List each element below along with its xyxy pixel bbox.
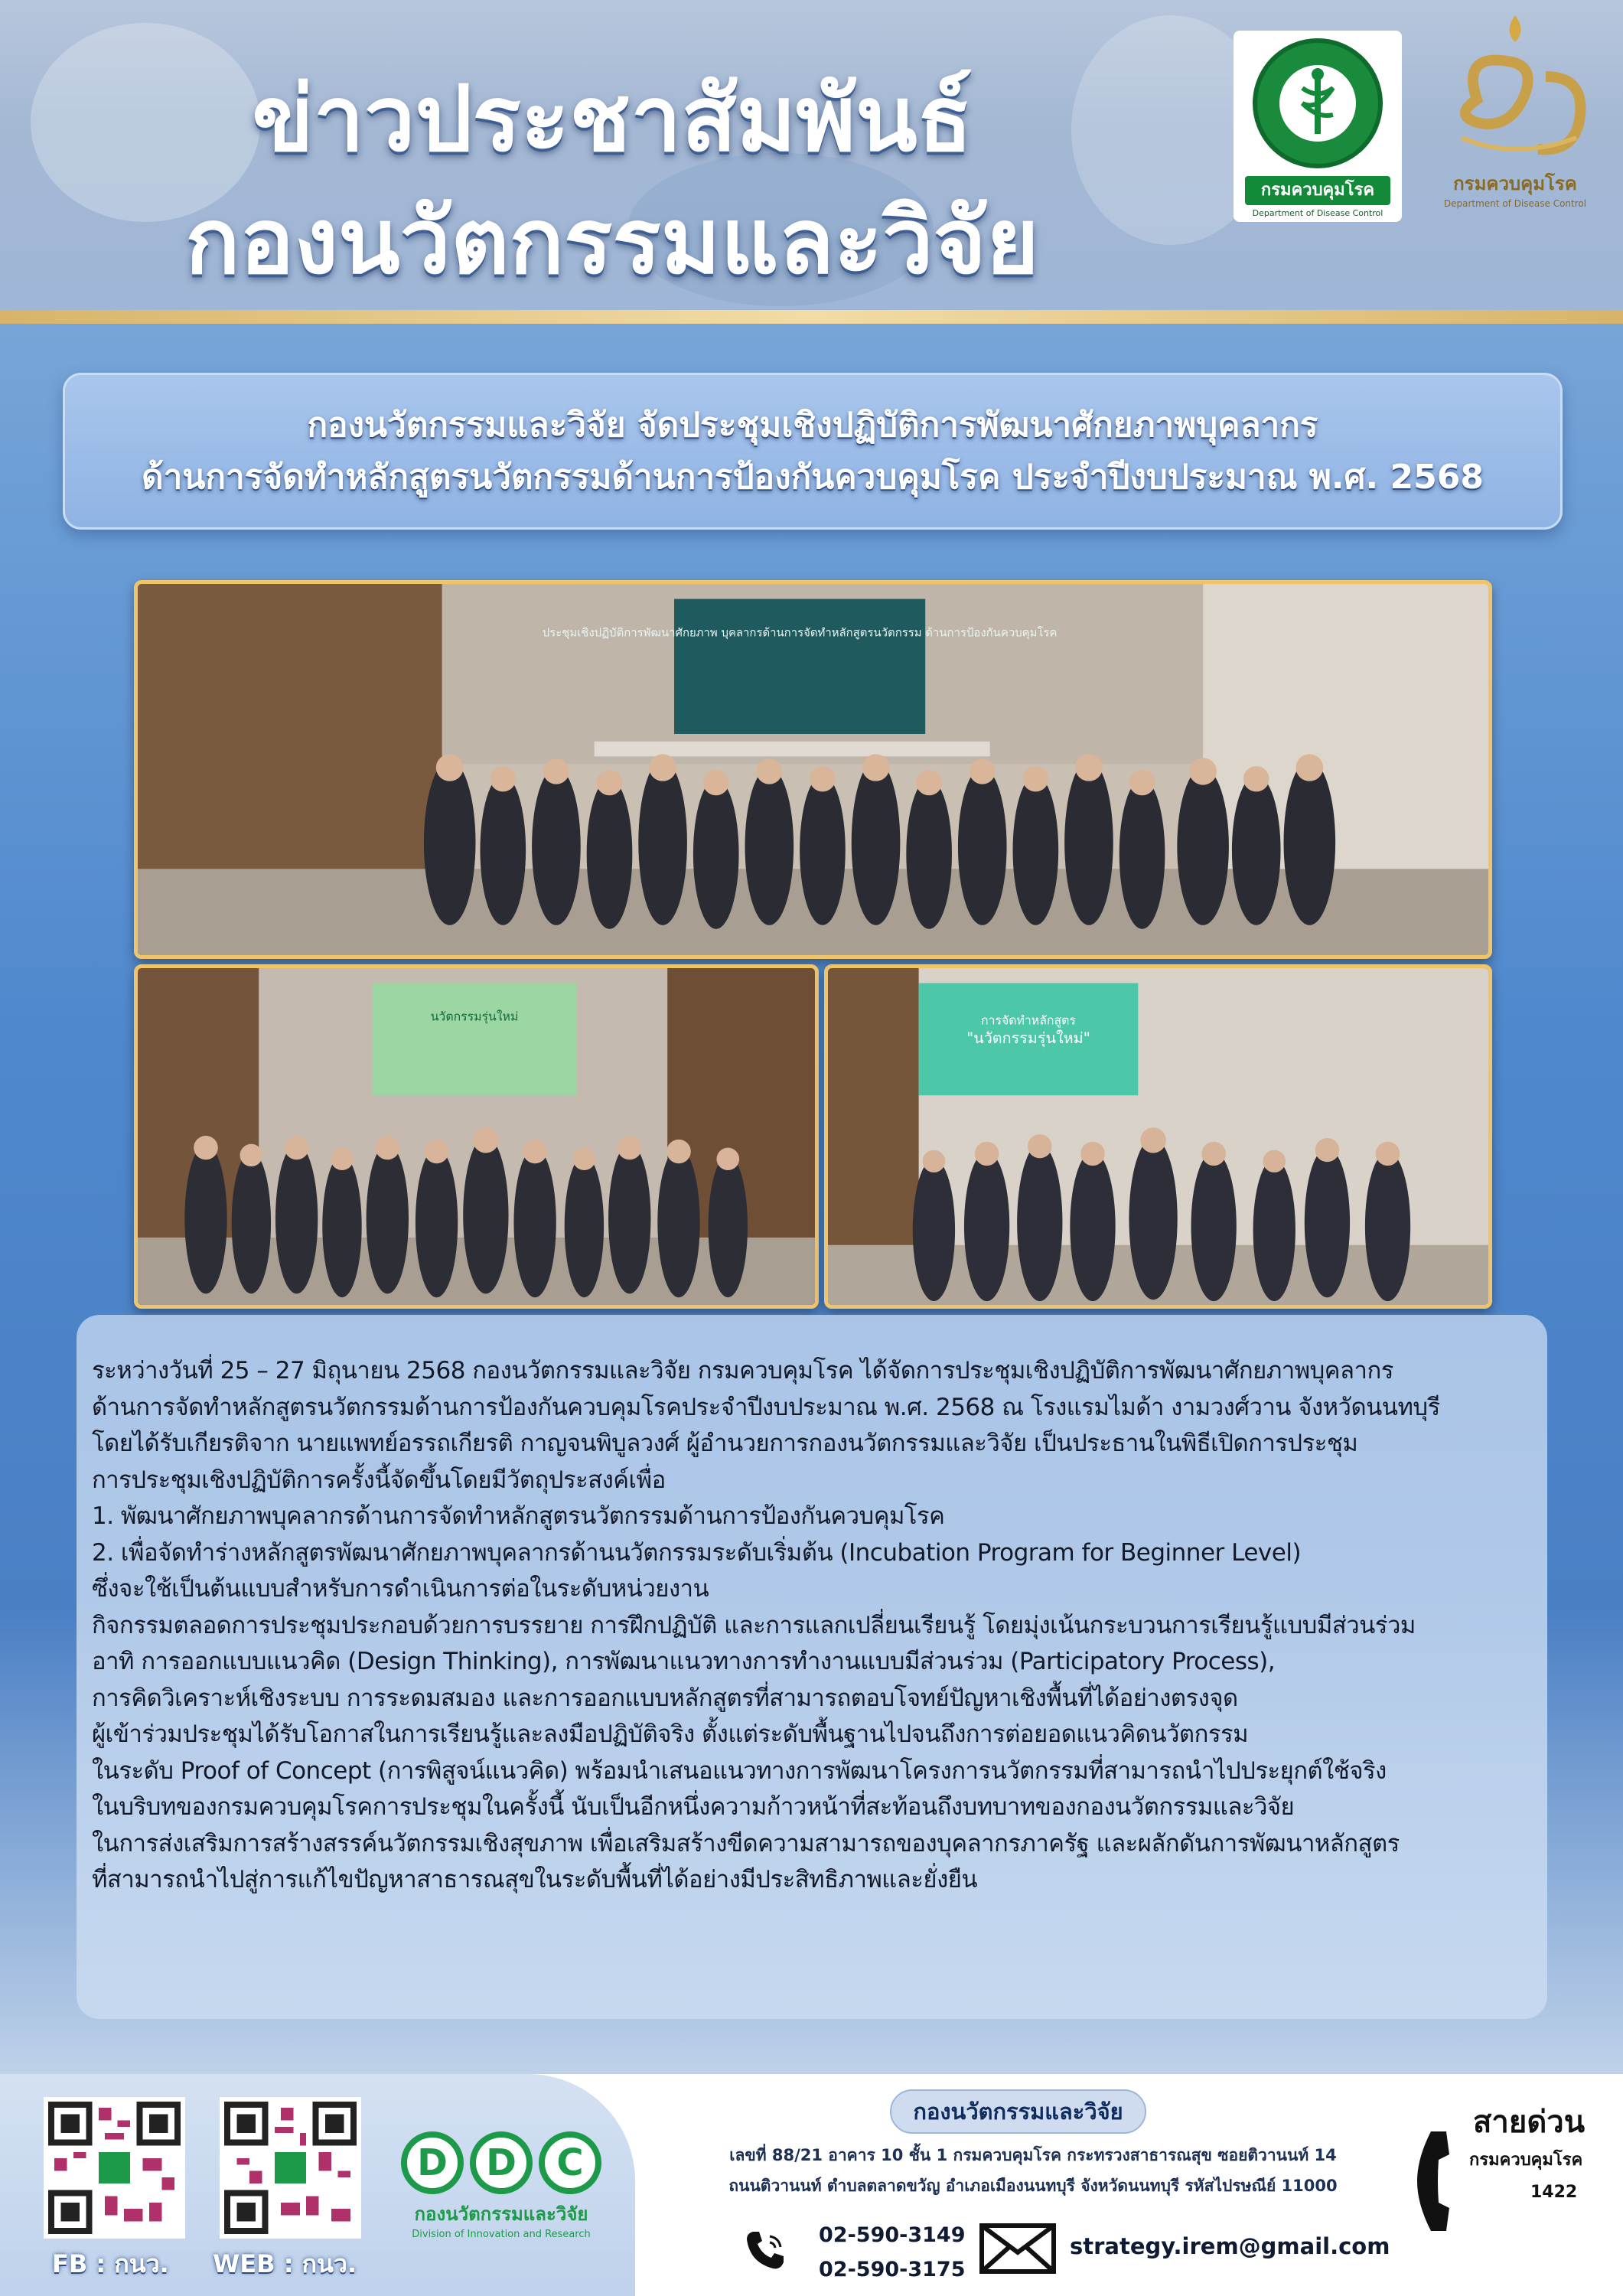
body-line: ที่สามารถนำไปสู่การแก้ไขปัญหาสาธารณสุขในระดับพื้นที่ได้อย่างมีประสิทธิภาพและยั่งยืน	[92, 1866, 978, 1893]
hotline-number[interactable]: 1422	[1530, 2183, 1578, 2202]
hotline-phone-icon	[1416, 2128, 1477, 2235]
body-line: กิจกรรมตลอดการประชุมประกอบด้วยการบรรยาย การฝึกปฏิบัติ และการแลกเปลี่ยนเรียนรู้ โดยมุ่งเน้นกระบวนการเรียนรู้แบบมีส่วนร่วม	[92, 1611, 1416, 1639]
projector-screen-text: ประชุมเชิงปฏิบัติการพัฒนาศักยภาพ บุคลากรด้านการจัดทำหลักสูตรนวัตกรรม ด้านการป้องกันควบคุมโรค	[542, 626, 1058, 640]
email-link[interactable]: strategy.irem@gmail.com	[1070, 2233, 1390, 2259]
phone-icon	[742, 2227, 788, 2273]
group-photo-left	[134, 964, 819, 1309]
headline-box	[63, 373, 1563, 530]
projector-screen-text: การจัดทำหลักสูตร	[981, 1013, 1076, 1028]
body-line: การคิดวิเคราะห์เชิงระบบ การระดมสมอง และการออกแบบหลักสูตรที่สามารถตอบโจทย์ปัญหาเชิงพื้นที่ได้อย่างตรงจุด	[92, 1684, 1238, 1712]
projector-screen-text: นวัตกรรมรุ่นใหม่	[430, 1009, 519, 1024]
ddc-logo-name: กรมควบคุมโรค	[1453, 173, 1577, 194]
moph-seal-icon	[1253, 38, 1383, 168]
hotline-title: สายด่วน	[1473, 2105, 1586, 2140]
web-label: WEB : กนว.	[213, 2249, 357, 2278]
body-line: 2. เพื่อจัดทำร่างหลักสูตรพัฒนาศักยภาพบุคลากรด้านนวัตกรรมระดับเริ่มต้น (Incubation Program for Beginner Level)	[92, 1538, 1302, 1567]
hotline-box	[1408, 2082, 1607, 2288]
fb-label: FB : กนว.	[52, 2249, 169, 2278]
anniversary-emblem-icon	[1431, 8, 1599, 168]
phone-number-2[interactable]: 02-590-3175	[819, 2258, 966, 2281]
headline-line2: ด้านการจัดทำหลักสูตรนวัตกรรมด้านการป้องกันควบคุมโรค ประจำปีงบประมาณ พ.ศ. 2568	[142, 457, 1484, 497]
ddc-anniversary-logo	[1423, 8, 1607, 222]
body-line: ในระดับ Proof of Concept (การพิสูจน์แนวคิด) พร้อมนำเสนอแนวทางการพัฒนาโครงการนวัตกรรมที่สามารถนำไปประยุกต์ใช้จริง	[92, 1756, 1387, 1785]
moph-logo	[1234, 31, 1402, 222]
group-photo-right	[824, 964, 1492, 1309]
body-line: ในบริบทของกรมควบคุมโรคการประชุมในครั้งนี้ นับเป็นอีกหนึ่งความก้าวหน้าที่สะท้อนถึงบทบาทของกองนวัตกรรมและวิจัย	[92, 1793, 1295, 1821]
moph-logo-sub: Department of Disease Control	[1252, 208, 1383, 218]
body-line: ซึ่งจะใช้เป็นต้นแบบสำหรับการดำเนินการต่อในระดับหน่วยงาน	[92, 1575, 709, 1603]
body-line: ผู้เข้าร่วมประชุมได้รับโอกาสในการเรียนรู้และลงมือปฏิบัติจริง ตั้งแต่ระดับพื้นฐานไปจนถึงการต่อยอดแนวคิดนวัตกรรม	[92, 1720, 1249, 1748]
ddc-division-name-en: Division of Innovation and Research	[412, 2229, 591, 2240]
moph-logo-name: กรมควบคุมโรค	[1245, 176, 1390, 205]
hotline-org: กรมควบคุมโรค	[1469, 2151, 1583, 2170]
header-title-line2: กองนวัตกรรมและวิจัย	[185, 188, 1039, 294]
ddc-division-logo	[394, 2131, 608, 2246]
body-line: ในการส่งเสริมการสร้างสรรค์นวัตกรรมเชิงสุขภาพ เพื่อเสริมสร้างขีดความสามารถของบุคลากรภาครัฐ และผลักดันการพัฒนาหลักสูตร	[92, 1829, 1400, 1857]
projector-screen-text: "นวัตกรรมรุ่นใหม่"	[966, 1029, 1090, 1047]
address-line2: ถนนติวานนท์ ตำบลตลาดขวัญ อำเภอเมืองนนทบุรี จังหวัดนนทบุรี รหัสไปรษณีย์ 11000	[728, 2177, 1338, 2195]
header-gold-stripe	[0, 310, 1623, 324]
body-line: อาทิ การออกแบบแนวคิด (Design Thinking), การพัฒนาแนวทางการทำงานแบบมีส่วนร่วม (Participatory Process),	[92, 1648, 1276, 1675]
ddc-letter: D	[470, 2131, 533, 2194]
mail-icon	[979, 2223, 1056, 2274]
header-title-line1: ข่าวประชาสัมพันธ์	[252, 66, 973, 171]
phone-number-1[interactable]: 02-590-3149	[819, 2223, 966, 2247]
group-photo-main	[134, 580, 1492, 959]
body-line: การประชุมเชิงปฏิบัติการครั้งนี้จัดขึ้นโดยมีวัตถุประสงค์เพื่อ	[92, 1466, 666, 1494]
ddc-logo-sub: Department of Disease Control	[1443, 198, 1587, 209]
address-line1: เลขที่ 88/21 อาคาร 10 ชั้น 1 กรมควบคุมโรค กระทรวงสาธารณสุข ซอยติวานนท์ 14	[729, 2146, 1337, 2164]
headline-line1: กองนวัตกรรมและวิจัย จัดประชุมเชิงปฏิบัติการพัฒนาศักยภาพบุคลากร	[307, 405, 1318, 445]
body-line: 1. พัฒนาศักยภาพบุคลากรด้านการจัดทำหลักสูตรนวัตกรรมด้านการป้องกันควบคุมโรค	[92, 1502, 945, 1530]
org-name-badge: กองนวัตกรรมและวิจัย	[890, 2089, 1146, 2134]
ddc-letter: C	[539, 2131, 601, 2194]
header-banner	[0, 0, 1623, 321]
web-qr-code-icon[interactable]	[220, 2097, 361, 2239]
ddc-letter: D	[401, 2131, 464, 2194]
body-line: โดยได้รับเกียรติจาก นายแพทย์อรรถเกียรติ กาญจนพิบูลวงศ์ ผู้อำนวยการกองนวัตกรรมและวิจัย เป็นประธานในพิธีเปิดการประชุม	[92, 1430, 1358, 1457]
body-line: ระหว่างวันที่ 25 – 27 มิถุนายน 2568 กองนวัตกรรมและวิจัย กรมควบคุมโรค ได้จัดการประชุมเชิงปฏิบัติการพัฒนาศักยภาพบุคลากร	[92, 1357, 1393, 1384]
body-line: ด้านการจัดทำหลักสูตรนวัตกรรมด้านการป้องกันควบคุมโรคประจำปีงบประมาณ พ.ศ. 2568 ณ โรงแรมไมด้า งามวงศ์วาน จังหวัดนนทบุรี	[92, 1393, 1440, 1421]
ddc-division-name: กองนวัตกรรมและวิจัย	[414, 2203, 588, 2225]
article-body	[77, 1315, 1547, 2019]
fb-qr-code-icon[interactable]	[44, 2097, 185, 2239]
